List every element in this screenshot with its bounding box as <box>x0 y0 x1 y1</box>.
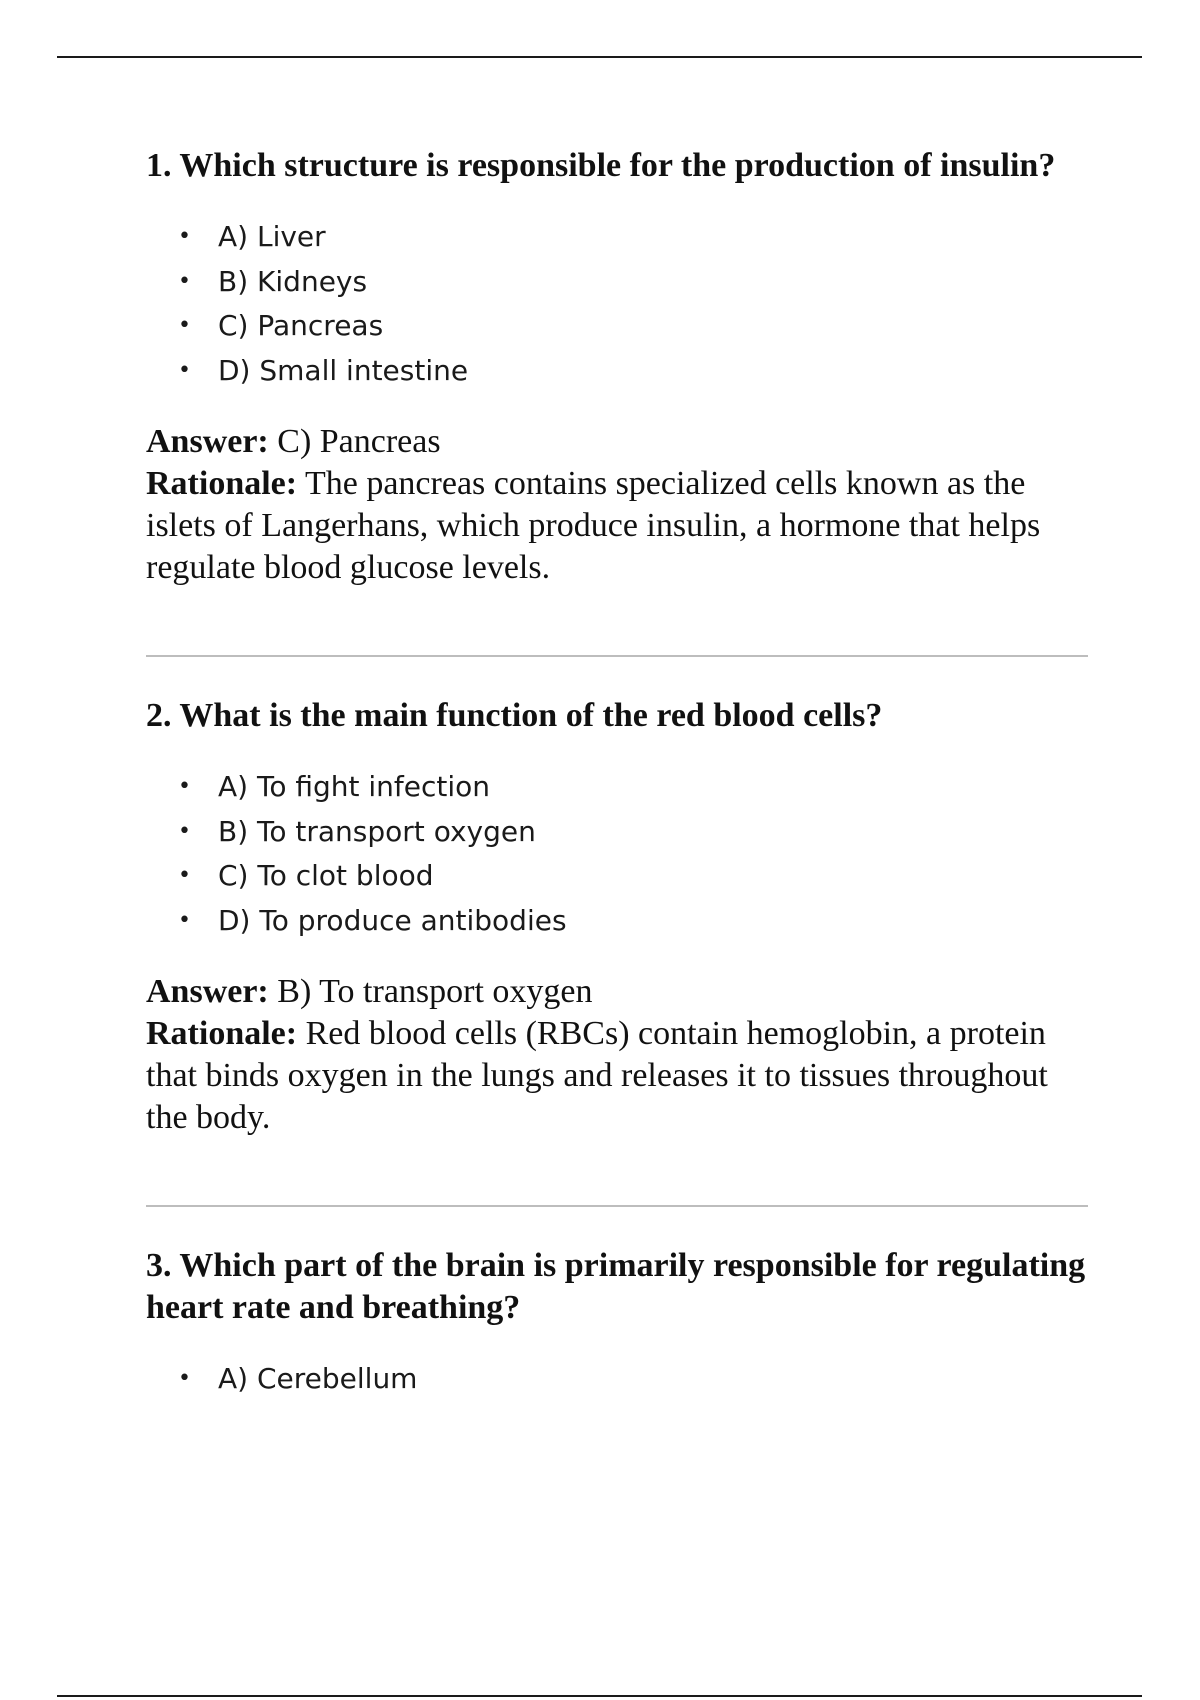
options-list <box>146 215 1091 393</box>
page-bottom-rule <box>57 1695 1142 1697</box>
bullet-icon: • <box>178 357 191 383</box>
page-top-rule <box>57 56 1142 58</box>
option-text: B) To transport oxygen <box>218 814 536 848</box>
bullet-icon: • <box>178 268 191 294</box>
rationale-text: The pancreas contains specialized cells known as the islets of Langerhans, which produce insulin, a hormone that helps regulate blood glucose levels. <box>146 465 1041 586</box>
question-1 <box>146 145 1091 589</box>
question-title: 1. Which structure is responsible for the production of insulin? <box>146 147 1056 184</box>
bullet-icon: • <box>178 863 191 888</box>
option-item <box>146 1357 1091 1402</box>
option-item <box>146 854 1091 899</box>
option-item <box>146 260 1091 305</box>
options-list <box>146 1357 1091 1402</box>
option-text: D) Small intestine <box>218 353 469 387</box>
bullet-icon: • <box>178 818 191 844</box>
option-item <box>146 765 1091 810</box>
question-3 <box>146 1245 1091 1402</box>
option-text: D) To produce antibodies <box>218 903 567 937</box>
answer-text: C) Pancreas <box>277 423 441 460</box>
answer-line <box>146 971 1091 1013</box>
option-item <box>146 810 1091 855</box>
answer-text: B) To transport oxygen <box>277 973 593 1010</box>
option-text: A) To fight infection <box>218 770 491 803</box>
rationale-text: Red blood cells (RBCs) contain hemoglobin, a protein that binds oxygen in the lungs and releases it to tissues throughout the body. <box>146 1015 1048 1136</box>
document-content <box>146 145 1091 1430</box>
option-text: A) Liver <box>218 220 326 253</box>
answer-label: Answer: <box>146 423 269 460</box>
answer-line <box>146 421 1091 463</box>
rationale-paragraph <box>146 1013 1091 1139</box>
section-divider <box>146 1205 1088 1207</box>
question-2 <box>146 695 1091 1139</box>
option-text: A) Cerebellum <box>218 1362 418 1395</box>
bullet-icon: • <box>178 1366 191 1391</box>
question-title: 3. Which part of the brain is primarily responsible for regulating heart rate and breathing? <box>146 1247 1086 1326</box>
option-item <box>146 349 1091 394</box>
bullet-icon: • <box>178 774 191 799</box>
rationale-label: Rationale: <box>146 1015 298 1052</box>
rationale-label: Rationale: <box>146 465 298 502</box>
section-divider <box>146 655 1088 657</box>
bullet-icon: • <box>178 224 191 249</box>
question-title: 2. What is the main function of the red blood cells? <box>146 697 883 734</box>
option-text: C) Pancreas <box>218 309 384 342</box>
option-text: C) To clot blood <box>218 859 434 892</box>
options-list <box>146 765 1091 943</box>
bullet-icon: • <box>178 313 191 338</box>
option-text: B) Kidneys <box>218 264 368 298</box>
bullet-icon: • <box>178 907 191 933</box>
option-item <box>146 899 1091 944</box>
option-item <box>146 215 1091 260</box>
answer-label: Answer: <box>146 973 269 1010</box>
option-item <box>146 304 1091 349</box>
rationale-paragraph <box>146 463 1091 589</box>
